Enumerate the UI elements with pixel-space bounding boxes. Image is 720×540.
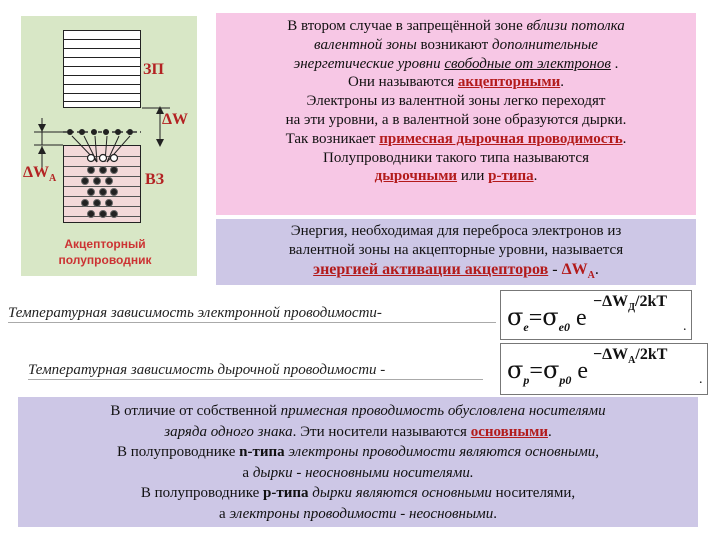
hole-conductivity-label: Температурная зависимость дырочной проводимости -: [28, 362, 483, 380]
acceptor-info-text: В втором случае в запрещённой зоне вблизи потолка валентной зоны возникают дополнительные энергетические уровни свободные от электронов . Они называются акцепторными. Электроны из валентной зоны легко переходят на эти уровни, а в валентной зоне образуются дырки. Так возникает примесная дырочная проводимость. Полупроводники такого типа называются дырочными или р-типа.: [285, 18, 627, 185]
hole-conductivity-formula: $\sigma_p=\sigma_{p0}$ e $-\Delta W_A/2kT$ .: [500, 343, 708, 395]
activation-energy-text: Энергия, необходимая для переброса электронов из валентной зоны на акцепторные уровни, называется энергией активации акцепторов - $\Delta W_A$.: [288, 223, 624, 282]
majority-carriers-text: В отличие от собственной примесная проводимость обусловлена носителями заряда одного знака. Эти носители называются основными. В полупроводнике n-типа электроны проводимости являются основными, а дырки - неосновными носителями. В полупроводнике р-типа дырки являются основными носителями, а электроны проводимости - неосновными.: [110, 403, 606, 522]
diagram-caption: Акцепторный полупроводник: [58, 237, 152, 267]
electron-conductivity-label: Температурная зависимость электронной проводимости-: [8, 305, 496, 323]
conduction-band-label: ЗП: [143, 61, 164, 78]
electron-conductivity-formula: $\sigma_e=\sigma_{e0}$ e $-\Delta W_Д/2kT$ .: [500, 290, 692, 340]
valence-band-label: ВЗ: [145, 171, 165, 188]
delta-w-label: ΔW: [162, 111, 189, 128]
delta-wa-label: $\Delta W_A$: [23, 164, 57, 185]
